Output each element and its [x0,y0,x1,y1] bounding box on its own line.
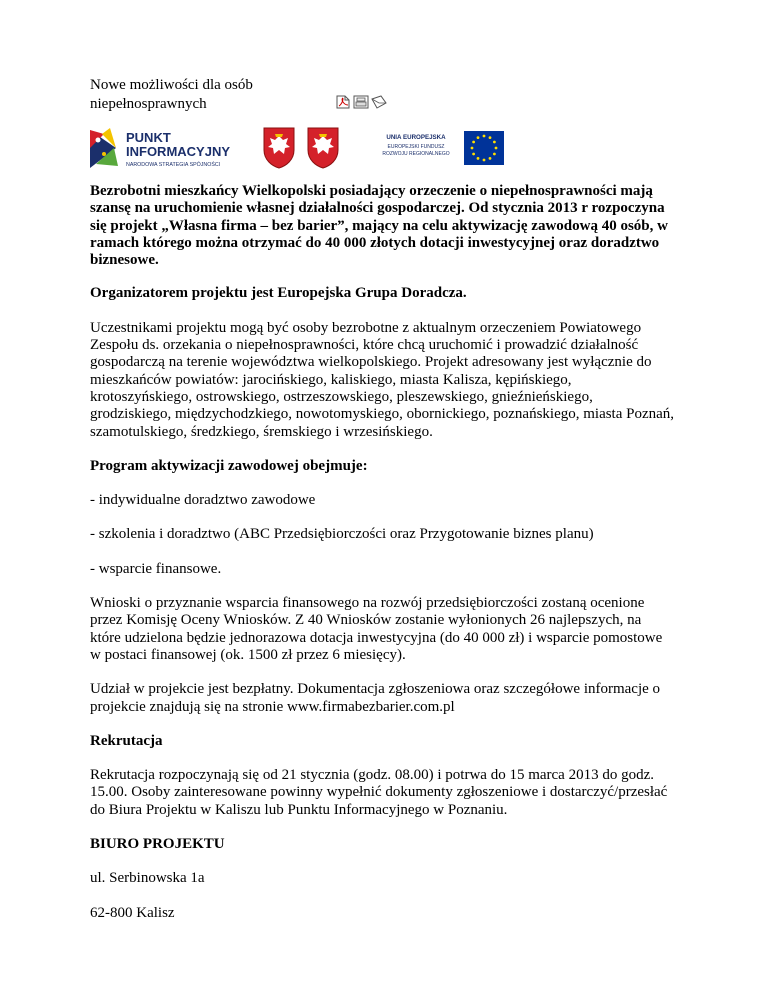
punkt-subline: NARODOWA STRATEGIA SPÓJNOŚCI [126,162,221,168]
punkt-line1: PUNKT [126,130,171,145]
eu-line2: EUROPEJSKI FUNDUSZ [387,144,445,150]
eu-line3: ROZWOJU REGIONALNEGO [382,151,450,157]
recruitment-heading: Rekrutacja [90,732,163,749]
applications-paragraph: Wnioski o przyznanie wsparcia finansowego na rozwój przedsiębiorczości zostaną ocenione przez Komisję Oceny Wniosków. Z 40 Wniosków zostanie wyłonionych 26 najlepszych, na które udzielona będzie jednorazowa dotacja inwestycyjna (do 40 000 zł) i wsparcie pomostowe w postaci finansowej (ok. 1500 zł przez 6 miesięcy). [90,595,663,663]
program-item: - szkolenia i doradztwo (ABC Przedsiębiorczości oraz Przygotowanie biznes planu) [90,526,594,543]
punkt-line2: INFORMACYJNY [126,144,231,159]
coat-of-arms-right [306,126,340,170]
program-heading: Program aktywizacji zawodowej obejmuje: [90,457,368,474]
print-icon[interactable] [353,95,369,109]
program-item: - indywidualne doradztwo zawodowe [90,492,316,509]
recruitment-paragraph: Rekrutacja rozpoczynają się od 21 stycznia (godz. 08.00) i potrwa do 15 marca 2013 do godz. 15.00. Osoby zainteresowane powinny wypełnić dokumenty zgłoszeniowe i dostarczyć/przesłać do Biura Projektu w Kaliszu lub Punktu Informacyjnego w Poznaniu. [90,767,668,818]
eu-line1: UNIA EUROPEJSKA [386,134,446,141]
action-icons [335,95,387,109]
lead-paragraph: Bezrobotni mieszkańcy Wielkopolski posiadający orzeczenie o niepełnosprawności mają szansę na uruchomienie własnej działalności gospodarczej. Od stycznia 2013 r rozpoczyna się projekt „Własna firma – bez barier”, mający na celu aktywizację zawodową 40 osób, w ramach którego można otrzymać do 40 000 złotych dotacji inwestycyjnej oraz doradztwo biznesowe. [90,183,668,269]
program-item: - wsparcie finansowe. [90,560,222,577]
pdf-icon[interactable] [335,95,351,109]
participation-paragraph: Udział w projekcie jest bezpłatny. Dokumentacja zgłoszeniowa oraz szczegółowe informacje o projekcie znajdują się na stronie www.firmabezbarier.com.pl [90,681,661,715]
participants-paragraph: Uczestnikami projektu mogą być osoby bezrobotne z aktualnym orzeczeniem Powiatowego Zespołu ds. orzekania o niepełnosprawności, które chcą uruchomić i prowadzić działalność gospodarczą na terenie województwa wielkopolskiego. Projekt adresowany jest wyłącznie do mieszkańców powiatów: jarocińskiego, kaliskiego, miasta Kalisza, kępińskiego, krotoszyńskiego, ostrowskiego, ostrzeszowskiego, pleszewskiego, gnieźnieńskiego, grodziskiego, międzychodzkiego, nowotomyskiego, obornickiego, poznańskiego, miasta Poznań, szamotulskiego, średzkiego, śremskiego i wrzesińskiego. [90,319,675,440]
organizer-paragraph: Organizatorem projektu jest Europejska Grupa Doradcza. [90,285,467,302]
logo-strip [88,124,508,174]
office-city: 62-800 Kalisz [90,904,175,921]
eu-erdf-logo [370,130,505,166]
office-heading: BIURO PROJEKTU [90,836,225,853]
article-title: Nowe możliwości dla osób niepełnosprawnych [90,77,253,112]
coat-of-arms-left [262,126,296,170]
article-body [90,183,675,939]
punkt-informacyjny-logo [88,124,258,172]
email-icon[interactable] [371,95,387,109]
office-street: ul. Serbinowska 1a [90,870,205,887]
